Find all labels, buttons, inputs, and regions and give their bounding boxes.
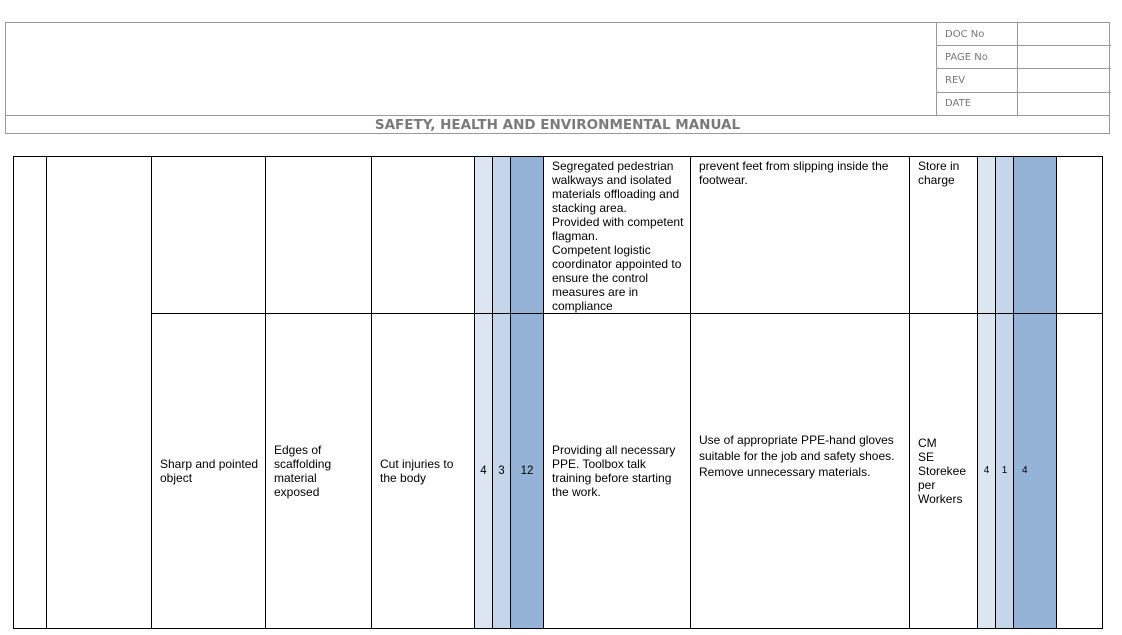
meta-value xyxy=(1018,46,1111,69)
initial-severity-cell xyxy=(493,157,511,314)
responsible-cell xyxy=(910,157,978,314)
residual-risk-cell: 4 xyxy=(1014,314,1057,629)
initial-likelihood-cell: 4 xyxy=(475,314,493,629)
responsible-cell xyxy=(910,314,978,629)
residual-severity-cell xyxy=(996,157,1014,314)
table-row xyxy=(14,314,1103,629)
meta-label: DOC No xyxy=(937,23,1018,46)
hazard-cell: Sharp and pointed object xyxy=(152,314,266,629)
risk-assessment-table xyxy=(13,156,1103,629)
responsible-text: CM xyxy=(918,436,937,450)
existing-controls-cell xyxy=(544,314,691,629)
control-text: Competent logistic coordinator appointed to ensure the control measures are in compliance xyxy=(552,243,682,313)
meta-label: DATE xyxy=(937,92,1018,115)
responsible-text: SE xyxy=(918,450,935,464)
meta-value xyxy=(1018,92,1111,115)
meta-label: PAGE No xyxy=(937,46,1018,69)
document-header xyxy=(5,22,1110,134)
meta-label: REV xyxy=(937,69,1018,92)
initial-risk-cell xyxy=(511,157,544,314)
activity-cell xyxy=(47,157,152,629)
responsible-text: Storekee per xyxy=(918,464,967,492)
control-text: Remove unnecessary materials. xyxy=(699,465,871,479)
meta-row-rev xyxy=(937,69,1111,92)
residual-likelihood-cell: 4 xyxy=(978,314,996,629)
control-text: Use of appropriate PPE-hand gloves suitable for the job and safety shoes. xyxy=(699,433,895,463)
meta-row-doc-no xyxy=(937,23,1111,46)
serial-cell xyxy=(14,157,47,629)
document-meta-table xyxy=(936,23,1111,115)
responsible-text: Store in charge xyxy=(918,159,960,187)
residual-risk-cell xyxy=(1014,157,1057,314)
initial-likelihood-cell xyxy=(475,157,493,314)
additional-controls-cell xyxy=(691,314,910,629)
additional-controls-cell xyxy=(691,157,910,314)
meta-value xyxy=(1018,69,1111,92)
table-row xyxy=(14,157,1103,314)
residual-likelihood-cell xyxy=(978,157,996,314)
hazard-cell xyxy=(152,157,266,314)
hazard-source-cell xyxy=(266,157,372,314)
consequence-cell: Cut injuries to the body xyxy=(372,314,475,629)
meta-row-date xyxy=(937,92,1111,115)
existing-controls-cell xyxy=(544,157,691,314)
control-text: prevent feet from slipping inside the footwear. xyxy=(699,159,889,187)
meta-row-page-no xyxy=(937,46,1111,69)
remarks-cell xyxy=(1057,314,1103,629)
responsible-text: Workers xyxy=(918,492,963,506)
hazard-source-cell: Edges of scaffolding material exposed xyxy=(266,314,372,629)
control-text: Providing all necessary PPE. Toolbox talk training before starting the work. xyxy=(552,443,676,499)
remarks-cell xyxy=(1057,157,1103,314)
control-text: Provided with competent flagman. xyxy=(552,215,684,243)
control-text: Segregated pedestrian walkways and isolated materials offloading and stacking area. xyxy=(552,159,680,215)
meta-value xyxy=(1018,23,1111,46)
residual-severity-cell: 1 xyxy=(996,314,1014,629)
consequence-cell xyxy=(372,157,475,314)
initial-severity-cell: 3 xyxy=(493,314,511,629)
initial-risk-cell: 12 xyxy=(511,314,544,629)
manual-title: SAFETY, HEALTH AND ENVIRONMENTAL MANUAL xyxy=(6,115,1109,134)
